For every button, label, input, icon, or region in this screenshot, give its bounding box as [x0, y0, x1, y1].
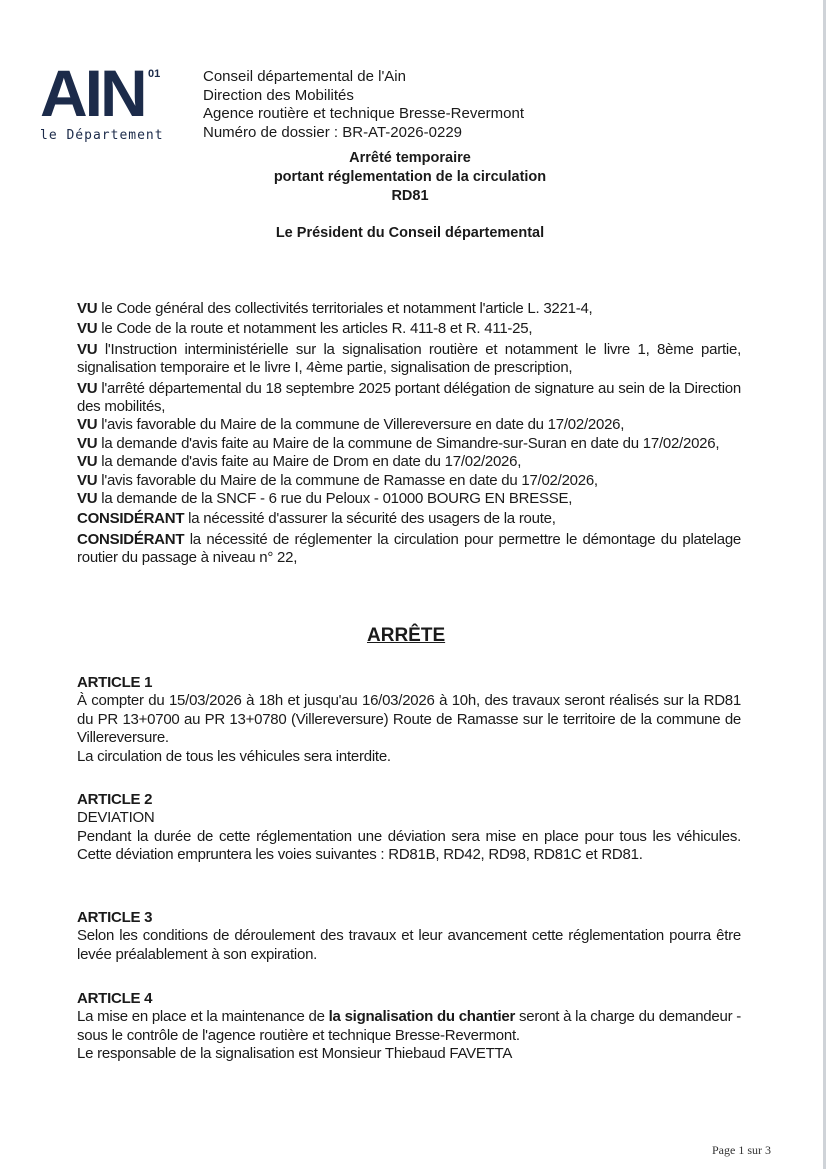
consideration-item: CONSIDÉRANT la nécessité d'assurer la sécurité des usagers de la route,: [77, 510, 556, 528]
article-4: [77, 990, 741, 1064]
consideration-item: VU l'arrêté départemental du 18 septembre 2025 portant délégation de signature au sein de la Direction des mobilités,: [77, 379, 741, 416]
article-text: La circulation de tous les véhicules sera interdite.: [77, 747, 391, 765]
logo-subtitle: le Département: [40, 128, 164, 143]
consideration-item: VU le Code général des collectivités territoriales et notamment l'article L. 3221-4,: [77, 300, 593, 317]
document-title: [200, 149, 620, 206]
consideration-item: VU la demande d'avis faite au Maire de la commune de Simandre-sur-Suran en date du 17/02/2026,: [77, 434, 720, 452]
title-line: Arrêté temporaire: [349, 150, 471, 166]
article-text: Selon les conditions de déroulement des travaux et leur avancement cette réglementation pourra être levée préalablement à son expiration.: [77, 927, 741, 963]
consideration-item: VU l'avis favorable du Maire de la commune de Ramasse en date du 17/02/2026,: [77, 471, 598, 489]
page-number: Page 1 sur 3: [712, 1143, 771, 1157]
article-3: [77, 909, 741, 964]
article-1: [77, 674, 741, 766]
president-heading: Le Président du Conseil départemental: [275, 225, 545, 241]
title-road: RD81: [391, 188, 429, 204]
article-text: Pendant la durée de cette réglementation une déviation sera mise en place pour tous les véhicules. Cette déviation empruntera les voies suivantes : RD81B, RD42, RD98, RD81C et RD81.: [77, 827, 741, 864]
article-title: ARTICLE 1: [77, 674, 153, 691]
issuer-header: [203, 68, 524, 143]
considerations-list: [77, 300, 741, 570]
file-number: Numéro de dossier : BR-AT-2026-0229: [203, 124, 463, 142]
header-line: Agence routière et technique Bresse-Revermont: [203, 105, 525, 123]
consideration-item: VU l'Instruction interministérielle sur la signalisation routière et notamment le livre 1, 8ème partie, signalisation temporaire et le livre I, 4ème partie, signalisation de prescription,: [77, 340, 741, 377]
ain-logo: [38, 56, 168, 146]
article-title: ARTICLE 2: [77, 791, 153, 808]
arrete-heading: ARRÊTE: [367, 625, 446, 646]
article-text: À compter du 15/03/2026 à 18h et jusqu'au 16/03/2026 à 10h, des travaux seront réalisés sur la RD81 du PR 13+0700 au PR 13+0780 (Villereversure) Route de Ramasse sur le territoire de la commune de Villereversure.: [77, 692, 741, 747]
logo-number: 01: [148, 68, 161, 80]
consideration-item: VU la demande d'avis faite au Maire de Drom en date du 17/02/2026,: [77, 453, 522, 471]
article-title: ARTICLE 4: [77, 990, 153, 1007]
article-text: La mise en place et la maintenance de la signalisation du chantier seront à la charge du demandeur - sous le contrôle de l'agence routière et technique Bresse-Revermont.: [77, 1008, 742, 1044]
article-text: Le responsable de la signalisation est Monsieur Thiebaud FAVETTA: [77, 1045, 513, 1063]
consideration-item: VU le Code de la route et notamment les articles R. 411-8 et R. 411-25,: [77, 320, 533, 338]
header-line: Conseil départemental de l'Ain: [203, 68, 406, 85]
article-title: ARTICLE 3: [77, 909, 153, 926]
article-subtitle: DEVIATION: [77, 809, 155, 827]
consideration-item: CONSIDÉRANT la nécessité de réglementer la circulation pour permettre le démontage du platelage routier du passage à niveau n° 22,: [77, 530, 741, 567]
header-line: Direction des Mobilités: [203, 86, 354, 104]
consideration-item: VU la demande de la SNCF - 6 rue du Peloux - 01000 BOURG EN BRESSE,: [77, 490, 573, 508]
article-2: [77, 791, 741, 865]
title-line: portant réglementation de la circulation: [273, 169, 547, 185]
logo-text: AIN: [40, 56, 145, 130]
consideration-item: VU l'avis favorable du Maire de la commune de Villereversure en date du 17/02/2026,: [77, 416, 625, 434]
